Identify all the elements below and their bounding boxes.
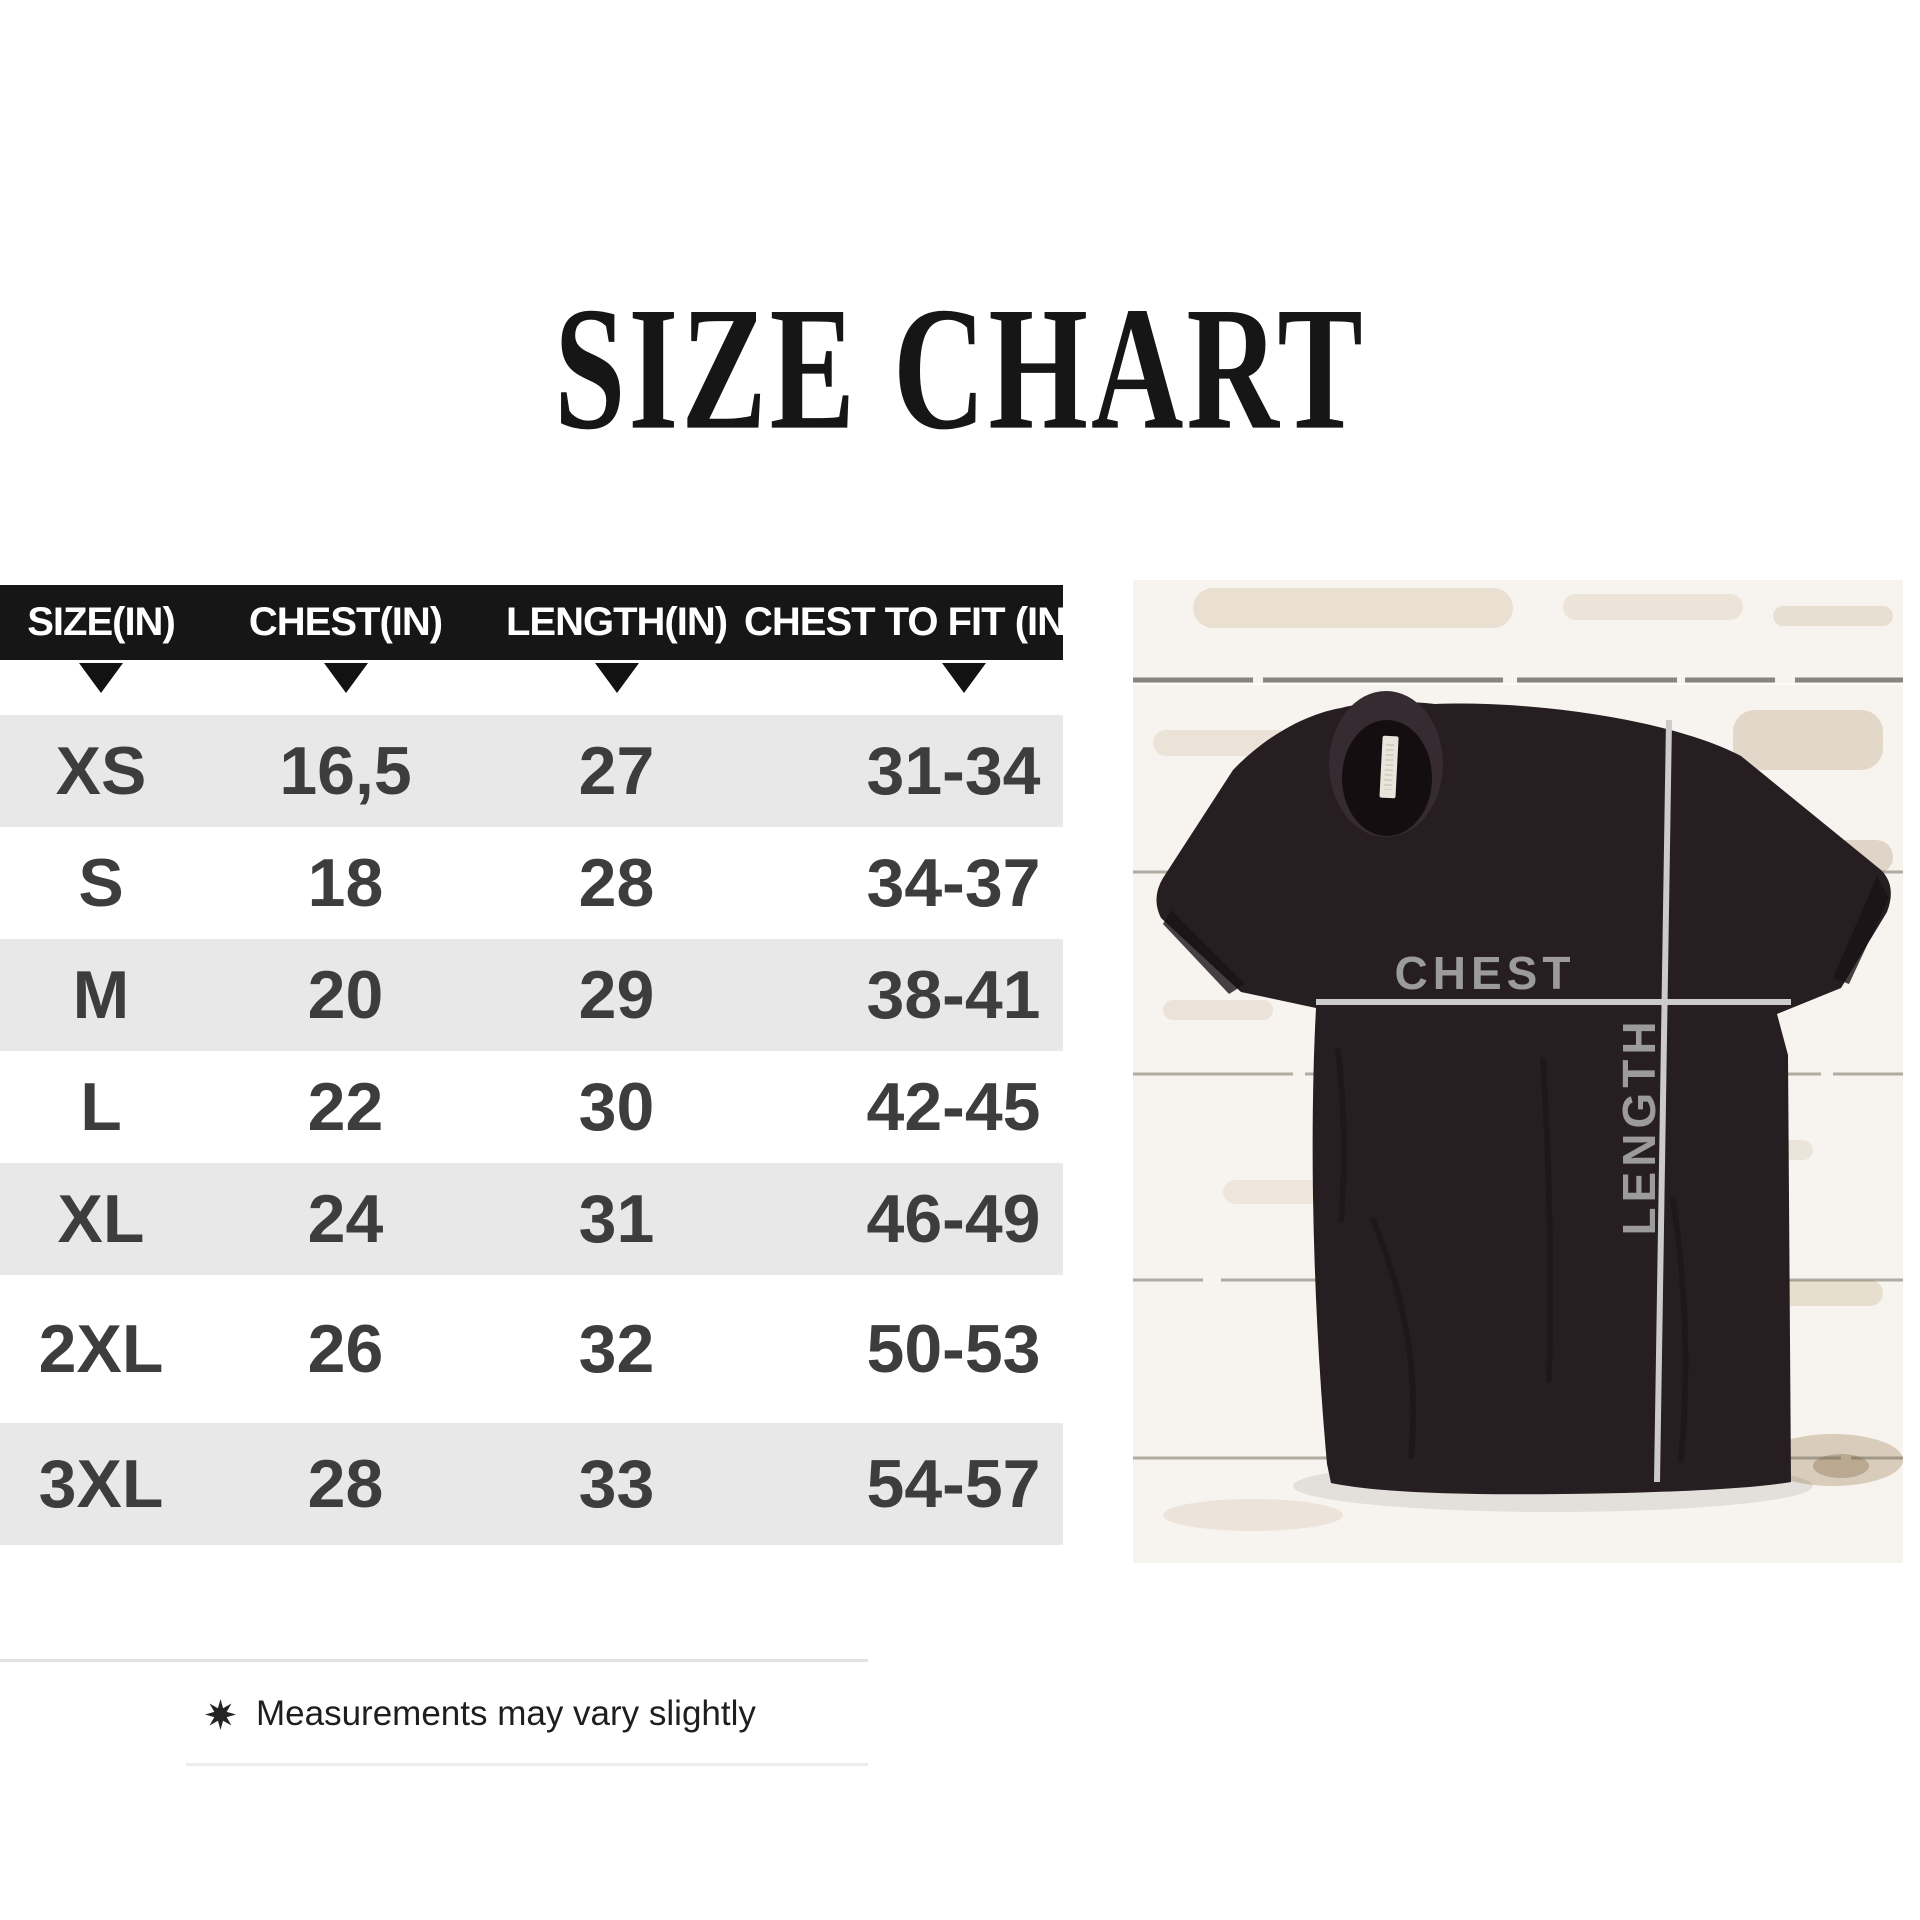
table-row [0,1275,1063,1423]
length-cell: 32 [578,1311,655,1387]
fit-cell: 31-34 [866,733,1041,809]
size-cell: S [78,845,124,921]
length-cell: 29 [578,957,655,1033]
length-cell: 31 [578,1181,655,1257]
asterisk-star-icon [205,1699,236,1730]
product-photo [1133,580,1903,1563]
fit-cell: 46-49 [866,1181,1041,1257]
length-cell: 27 [578,733,655,809]
table-row [0,715,1063,827]
down-triangle-icon [324,663,368,693]
table-row [0,827,1063,939]
footnote-text: Measurements may vary slightly [256,1694,756,1733]
fit-cell: 42-45 [866,1069,1041,1145]
length-label: LENGTH [1613,1016,1665,1236]
table-header [0,585,1078,660]
header-chest: CHEST(IN) [248,600,443,644]
chest-label: CHEST [1394,947,1576,999]
fit-cell: 54-57 [866,1446,1041,1522]
fit-cell: 34-37 [866,845,1041,921]
chest-cell: 24 [307,1181,384,1257]
chest-cell: 18 [307,845,384,921]
length-cell: 28 [578,845,655,921]
neck-tag [1379,736,1398,799]
size-cell: 2XL [38,1311,164,1387]
fit-cell: 38-41 [866,957,1041,1033]
down-triangle-icon [595,663,639,693]
column-pointer-row [0,660,1063,715]
header-size: SIZE(IN) [27,600,175,644]
table-row [0,1163,1063,1275]
header-length: LENGTH(IN) [505,600,728,644]
fit-cell: 50-53 [866,1311,1041,1387]
page-title: SIZE CHART [554,270,1366,467]
length-cell: 30 [578,1069,655,1145]
table-row [0,1423,1063,1545]
divider [186,1763,868,1766]
footnote [205,1692,756,1736]
size-cell: XL [57,1181,145,1257]
header-chest-to-fit: CHEST TO FIT (IN) [744,600,1078,644]
chest-cell: 26 [307,1311,384,1387]
chest-cell: 28 [307,1446,384,1522]
size-cell: 3XL [38,1446,164,1522]
chest-cell: 20 [307,957,384,1033]
table-row [0,1051,1063,1163]
size-cell: M [72,957,130,1033]
chest-cell: 22 [307,1069,384,1145]
size-cell: XS [55,733,147,809]
length-cell: 33 [578,1446,655,1522]
size-cell: L [80,1069,122,1145]
tshirt-measurement-diagram [1133,580,1903,1563]
table-row [0,939,1063,1051]
chest-cell: 16,5 [279,733,412,809]
divider [0,1659,868,1662]
down-triangle-icon [79,663,123,693]
size-table [0,585,1078,1545]
down-triangle-icon [942,663,986,693]
